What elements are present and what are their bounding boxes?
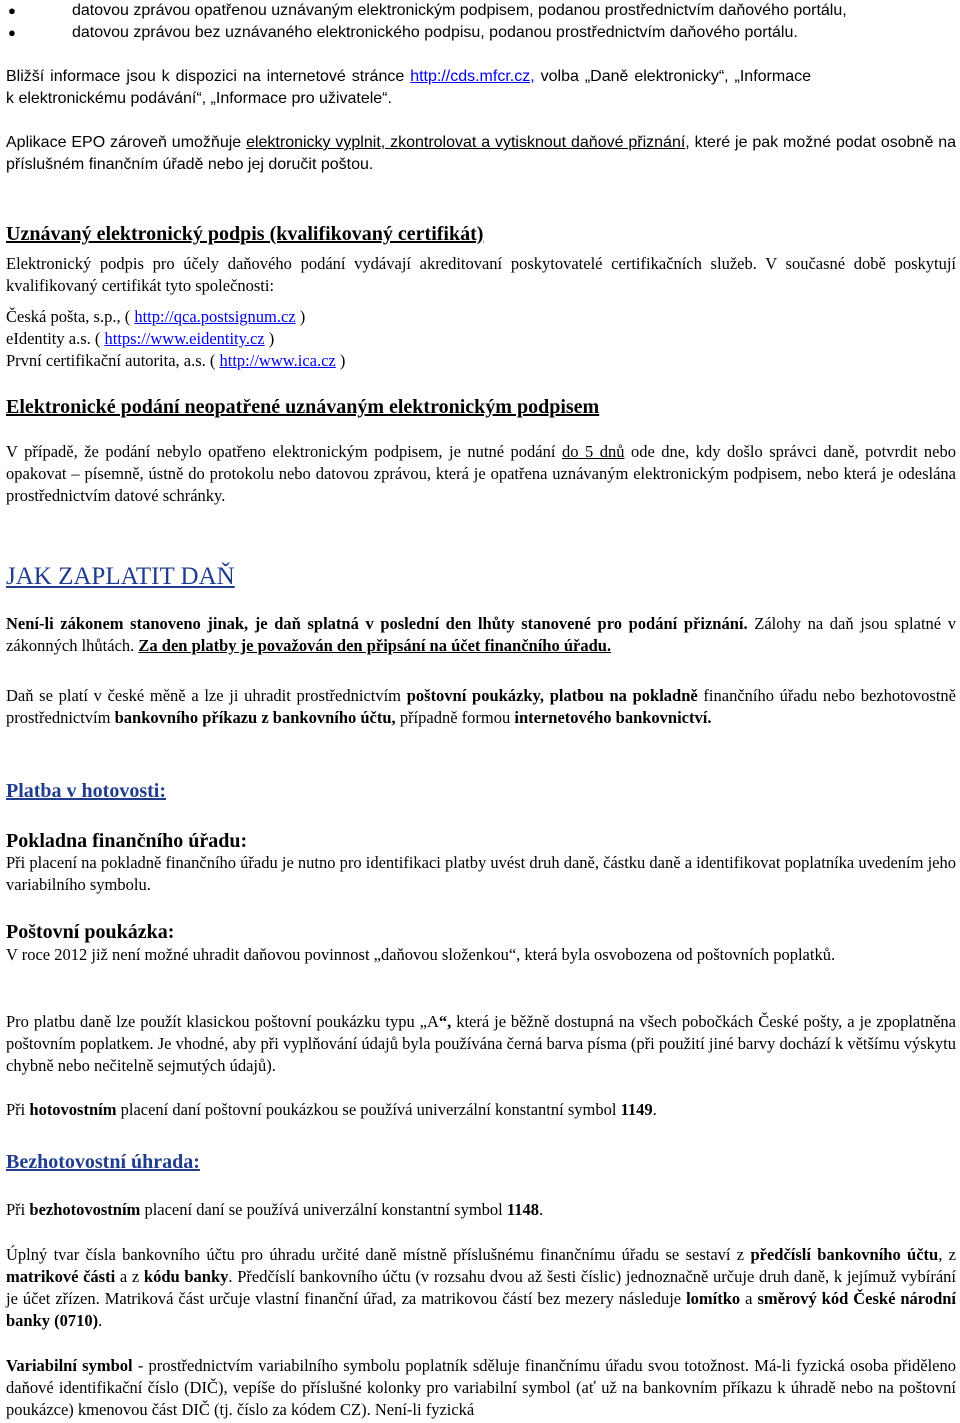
noncash-paragraph-1 [6,1199,956,1221]
list-item-text: datovou zprávou bez uznávaného elektronického podpisu, podanou prostřednictvím daňového portálu. [72,24,798,41]
info-text-cont: volba „Daně elektronicky“, „Informace [534,68,811,85]
postal-order-heading: Poštovní poukázka: [6,921,175,943]
provider-list [6,306,956,372]
cds-link[interactable]: http://cds.mfcr.cz, [410,68,535,85]
symbol-text: . [538,1200,544,1219]
account-text: Úplný tvar čísla bankovního účtu pro úhradu určité daně místně příslušnému finančnímu úřadu se sestaví z [6,1245,751,1264]
symbol-text: placení daní poštovní poukázkou se používá univerzální konstantní symbol [116,1100,621,1119]
account-text: . [98,1311,103,1330]
constant-symbol: 1148 [506,1200,539,1219]
account-term: kódu banky [143,1267,229,1286]
postal-order-quote: “, [438,1012,452,1031]
certificate-paragraph [6,253,956,297]
pay-method-text: poštovní poukázky, platbou na pokladně [406,686,698,705]
symbol-text: placení daní se používá univerzální konstantní symbol [140,1200,507,1219]
postal-order-text: V roce 2012 již není možné uhradit daňovou povinnost „daňovou složenkou“, která byla osvobozena od poštovních poplatků. [6,945,836,964]
unsigned-text-end: ode dne, kdy došlo správci daně, potvrdit nebo opakovat – písemně, ústně do protokolu nebo datovou zprávou, která je opatřena uznávaným elektronickým podpisem, nebo která je odeslána prostřednictvím datové schránky. [6,442,956,505]
list-item [6,350,956,372]
section-heading-certificate: Uznávaný elektronický podpis (kvalifikovaný certifikát) [6,223,484,245]
bullet-icon: ● [8,3,16,18]
symbol-text: Při [6,1200,30,1219]
list-item-text: datovou zprávou opatřenou uznávaným elektronickým podpisem, podanou prostřednictvím daňového portálu, [72,2,847,19]
symbol-kind: hotovostním [29,1100,117,1119]
pay-text: případně formou [395,708,515,727]
pay-paragraph-2 [6,685,956,729]
certificate-text: Elektronický podpis pro účely daňového podání vydávají akreditovaní poskytovatelé certifikačních služeb. V současné době poskytují kvalifikovaný certifikát tyto společnosti: [6,254,956,295]
provider-link[interactable]: https://www.eidentity.cz [104,329,265,348]
postal-order-paragraph-2 [6,1011,956,1077]
cash-office-heading: Pokladna finančního úřadu: [6,830,248,852]
provider-end: ) [264,329,275,348]
list-item [6,328,956,350]
symbol-text: Při [6,1100,30,1119]
cash-heading: Platba v hotovosti: [6,780,166,802]
pay-paragraph-1 [6,613,956,657]
epo-paragraph [6,132,956,176]
info-paragraph [6,66,956,110]
variable-symbol-text: - prostřednictvím variabilního symbolu poplatník sděluje finančnímu úřadu svou totožnost. Má-li fyzická osoba přiděleno daňové identifikační číslo (DIČ), vepíše do příslušné kolonky pro variabilní symbol (ať už na bankovním příkazu k úhradě nebo na poštovní poukázce) kmenovou část DIČ (tj. číslo za kódem CZ). Není-li fyzická [6,1356,956,1419]
provider-link[interactable]: http://www.ica.cz [219,351,336,370]
constant-symbol: 1149 [620,1100,653,1119]
pay-method-text: internetového bankovnictví. [514,708,712,727]
bullet-icon: ● [8,25,16,40]
account-term: předčíslí bankovního účtu [750,1245,939,1264]
epo-text-end: , které je pak možné podat osobně na příslušném finančním úřadě nebo jej doručit poštou. [6,134,957,173]
account-text: a [740,1289,758,1308]
postal-order-text: Pro platbu daně lze použít klasickou poštovní poukázku typu „A [6,1012,439,1031]
postal-order-paragraph-3 [6,1099,956,1121]
pay-due-text: Není-li zákonem stanoveno jinak, je daň splatná v poslední den lhůty stanovené pro podání přiznání. [6,614,748,633]
account-term: lomítko [686,1289,741,1308]
unsigned-text: V případě, že podání nebylo opatřeno elektronickým podpisem, je nutné podání [6,442,562,461]
epo-text: Aplikace EPO zároveň umožňuje [6,134,247,151]
pay-date-text: Za den platby je považován den připsání na účet finančního úřadu. [138,636,612,655]
pay-text: finančního úřadu nebo bezhotovostně prostřednictvím [6,686,957,727]
unsigned-deadline: do 5 dnů [561,442,625,461]
list-item [6,306,956,328]
provider-link[interactable]: http://qca.postsignum.cz [134,307,296,326]
info-text-line2: k elektronickému podávání“, „Informace pro uživatele“. [6,90,392,107]
provider-end: ) [335,351,346,370]
provider-name: První certifikační autorita, a.s. ( [6,351,220,370]
account-text: , z [938,1245,957,1264]
cash-office-paragraph [6,852,956,896]
provider-name: Česká pošta, s.p., ( [6,307,135,326]
noncash-paragraph-2 [6,1244,956,1332]
symbol-text: . [652,1100,657,1119]
unsigned-paragraph [6,441,956,507]
section-heading-unsigned: Elektronické podání neopatřené uznávaným elektronickým podpisem [6,396,600,418]
pay-heading: JAK ZAPLATIT DAŇ [6,563,235,590]
pay-method-text: bankovního příkazu z bankovního účtu, [114,708,396,727]
account-term: směrový kód České národní banky (0710) [6,1289,957,1330]
postal-order-paragraph-1 [6,944,956,966]
account-term: matrikové části [6,1267,116,1286]
postal-order-text: která je běžně dostupná na všech pobočkách České pošty, a je zpoplatněna poštovním poplatkem. Je vhodné, aby při vyplňování údajů byla používána černá barva písma (při použití jiné barvy dochází k většímu výskytu chybně nebo nečitelně sejmutých údajů). [6,1012,956,1075]
info-text: Bližší informace jsou k dispozici na internetové stránce [6,68,411,85]
cash-office-text: Při placení na pokladně finančního úřadu je nutno pro identifikaci platby uvést druh daně, částku daně a identifikovat poplatníka uvedením jeho variabilního symbolu. [6,853,956,894]
provider-name: eIdentity a.s. ( [6,329,105,348]
pay-text: Daň se platí v české měně a lze ji uhradit prostřednictvím [6,686,407,705]
account-text: . Předčíslí bankovního účtu (v rozsahu dvou až šesti číslic) jednoznačně určuje druh daně, k jejímuž vybírání je účet zřízen. Matriková část určuje vlastní finanční úřad, za matrikovou částí bez mezery následuje [6,1267,956,1308]
symbol-kind: bezhotovostním [29,1200,141,1219]
pay-advance-text: Zálohy na daň jsou splatné v zákonných lhůtách. [6,614,956,655]
account-text: a z [115,1267,144,1286]
provider-end: ) [295,307,306,326]
noncash-paragraph-3 [6,1355,956,1421]
epo-underlined-text: elektronicky vyplnit, zkontrolovat a vytisknout daňové přiznání [246,134,686,151]
variable-symbol-term: Variabilní symbol [6,1356,133,1375]
noncash-heading: Bezhotovostní úhrada: [6,1151,200,1173]
